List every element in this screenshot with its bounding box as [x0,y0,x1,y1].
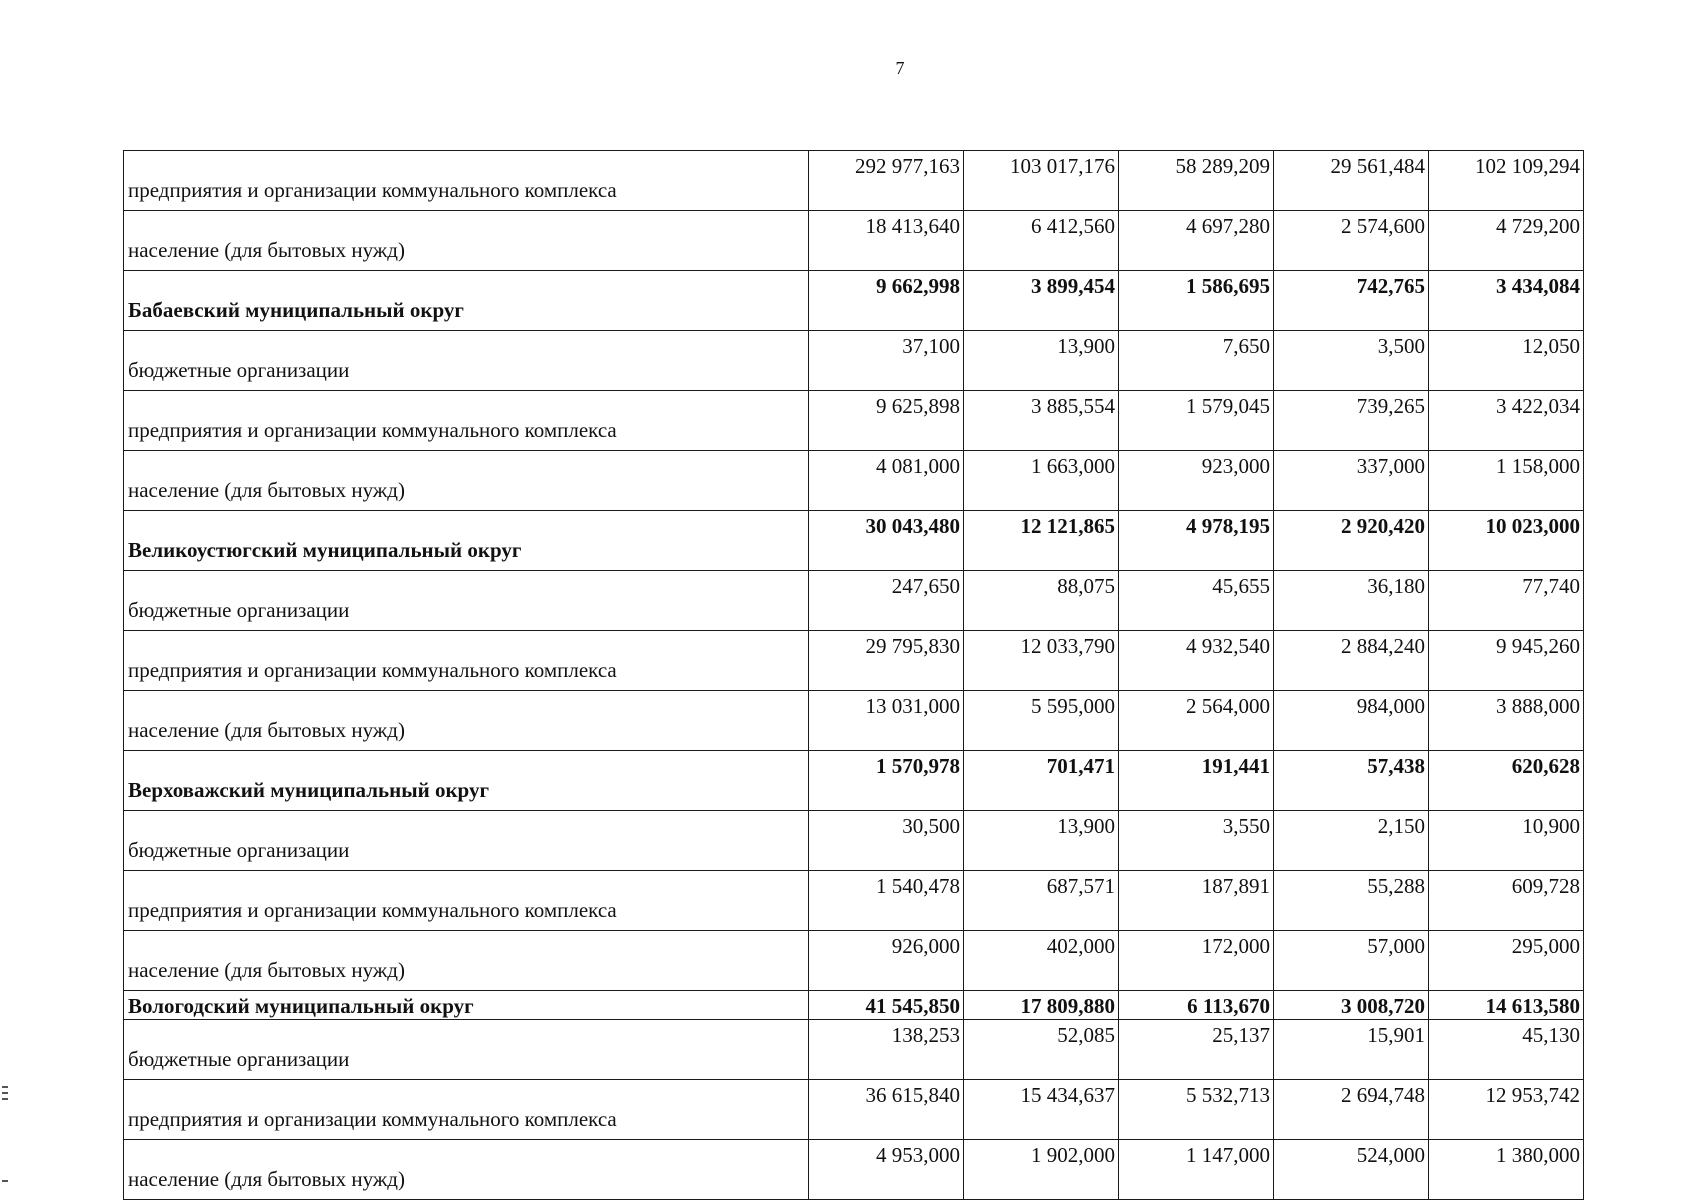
value-cell: 187,891 [1119,871,1274,931]
value-cell: 3 885,554 [964,391,1119,451]
district-name-cell: Верховажский муниципальный округ [124,751,809,811]
value-cell: 1 380,000 [1429,1140,1584,1200]
value-cell: 9 625,898 [809,391,964,451]
value-cell: 172,000 [1119,931,1274,991]
value-cell: 3 434,084 [1429,271,1584,331]
value-cell: 292 977,163 [809,151,964,211]
district-total-row [124,271,1584,331]
table-row [124,151,1584,211]
value-cell: 4 932,540 [1119,631,1274,691]
value-cell: 12 033,790 [964,631,1119,691]
value-cell: 88,075 [964,571,1119,631]
category-name-cell: предприятия и организации коммунального комплекса [124,631,809,691]
table-row [124,871,1584,931]
category-name-cell: население (для бытовых нужд) [124,691,809,751]
value-cell: 926,000 [809,931,964,991]
value-cell: 5 595,000 [964,691,1119,751]
table-row [124,1020,1584,1080]
value-cell: 2 574,600 [1274,211,1429,271]
category-name-cell: население (для бытовых нужд) [124,931,809,991]
scan-mark [2,1098,8,1100]
value-cell: 687,571 [964,871,1119,931]
value-cell: 402,000 [964,931,1119,991]
category-name-cell: бюджетные организации [124,1020,809,1080]
value-cell: 1 147,000 [1119,1140,1274,1200]
value-cell: 12 121,865 [964,511,1119,571]
value-cell: 1 540,478 [809,871,964,931]
value-cell: 295,000 [1429,931,1584,991]
value-cell: 701,471 [964,751,1119,811]
value-cell: 15,901 [1274,1020,1429,1080]
value-cell: 742,765 [1274,271,1429,331]
value-cell: 10,900 [1429,811,1584,871]
district-total-row [124,991,1584,1020]
district-total-row [124,511,1584,571]
value-cell: 57,438 [1274,751,1429,811]
table-row [124,211,1584,271]
value-cell: 2 884,240 [1274,631,1429,691]
category-name-cell: население (для бытовых нужд) [124,211,809,271]
value-cell: 45,130 [1429,1020,1584,1080]
value-cell: 337,000 [1274,451,1429,511]
value-cell: 13,900 [964,331,1119,391]
scan-mark [2,1086,8,1088]
value-cell: 103 017,176 [964,151,1119,211]
value-cell: 41 545,850 [809,991,964,1020]
category-name-cell: бюджетные организации [124,811,809,871]
value-cell: 4 081,000 [809,451,964,511]
value-cell: 25,137 [1119,1020,1274,1080]
value-cell: 3 899,454 [964,271,1119,331]
page-number: 7 [895,58,905,78]
value-cell: 13 031,000 [809,691,964,751]
value-cell: 5 532,713 [1119,1080,1274,1140]
value-cell: 191,441 [1119,751,1274,811]
value-cell: 6 113,670 [1119,991,1274,1020]
category-name-cell: предприятия и организации коммунального комплекса [124,391,809,451]
district-total-row [124,751,1584,811]
category-name-cell: население (для бытовых нужд) [124,451,809,511]
category-name-cell: предприятия и организации коммунального комплекса [124,871,809,931]
value-cell: 4 978,195 [1119,511,1274,571]
scan-mark [2,1180,8,1182]
value-cell: 102 109,294 [1429,151,1584,211]
district-name-cell: Бабаевский муниципальный округ [124,271,809,331]
value-cell: 12,050 [1429,331,1584,391]
value-cell: 18 413,640 [809,211,964,271]
category-name-cell: предприятия и организации коммунального комплекса [124,1080,809,1140]
value-cell: 14 613,580 [1429,991,1584,1020]
value-cell: 2 564,000 [1119,691,1274,751]
value-cell: 524,000 [1274,1140,1429,1200]
value-cell: 10 023,000 [1429,511,1584,571]
value-cell: 30,500 [809,811,964,871]
value-cell: 2 920,420 [1274,511,1429,571]
value-cell: 3,550 [1119,811,1274,871]
value-cell: 739,265 [1274,391,1429,451]
table-row [124,451,1584,511]
value-cell: 6 412,560 [964,211,1119,271]
value-cell: 1 570,978 [809,751,964,811]
table-row [124,931,1584,991]
value-cell: 2,150 [1274,811,1429,871]
value-cell: 138,253 [809,1020,964,1080]
table-row [124,1080,1584,1140]
table-row [124,691,1584,751]
value-cell: 2 694,748 [1274,1080,1429,1140]
category-name-cell: бюджетные организации [124,331,809,391]
value-cell: 36 615,840 [809,1080,964,1140]
table-row [124,1140,1584,1200]
value-cell: 1 579,045 [1119,391,1274,451]
value-cell: 37,100 [809,331,964,391]
table-row [124,811,1584,871]
category-name-cell: бюджетные организации [124,571,809,631]
value-cell: 923,000 [1119,451,1274,511]
value-cell: 13,900 [964,811,1119,871]
category-name-cell: предприятия и организации коммунального комплекса [124,151,809,211]
value-cell: 9 945,260 [1429,631,1584,691]
value-cell: 17 809,880 [964,991,1119,1020]
value-cell: 36,180 [1274,571,1429,631]
value-cell: 12 953,742 [1429,1080,1584,1140]
value-cell: 4 953,000 [809,1140,964,1200]
value-cell: 29 795,830 [809,631,964,691]
value-cell: 3,500 [1274,331,1429,391]
consumption-table [123,150,1584,1200]
value-cell: 30 043,480 [809,511,964,571]
value-cell: 247,650 [809,571,964,631]
value-cell: 58 289,209 [1119,151,1274,211]
value-cell: 9 662,998 [809,271,964,331]
value-cell: 1 902,000 [964,1140,1119,1200]
table-row [124,391,1584,451]
value-cell: 57,000 [1274,931,1429,991]
value-cell: 4 729,200 [1429,211,1584,271]
value-cell: 984,000 [1274,691,1429,751]
value-cell: 55,288 [1274,871,1429,931]
value-cell: 45,655 [1119,571,1274,631]
category-name-cell: население (для бытовых нужд) [124,1140,809,1200]
value-cell: 3 422,034 [1429,391,1584,451]
value-cell: 7,650 [1119,331,1274,391]
value-cell: 77,740 [1429,571,1584,631]
value-cell: 1 663,000 [964,451,1119,511]
value-cell: 1 586,695 [1119,271,1274,331]
value-cell: 29 561,484 [1274,151,1429,211]
value-cell: 609,728 [1429,871,1584,931]
table-row [124,331,1584,391]
value-cell: 3 888,000 [1429,691,1584,751]
scan-mark [2,1092,8,1094]
value-cell: 4 697,280 [1119,211,1274,271]
table-row [124,571,1584,631]
value-cell: 1 158,000 [1429,451,1584,511]
table-row [124,631,1584,691]
district-name-cell: Великоустюгский муниципальный округ [124,511,809,571]
value-cell: 3 008,720 [1274,991,1429,1020]
value-cell: 620,628 [1429,751,1584,811]
value-cell: 52,085 [964,1020,1119,1080]
value-cell: 15 434,637 [964,1080,1119,1140]
district-name-cell: Вологодский муниципальный округ [124,991,809,1020]
